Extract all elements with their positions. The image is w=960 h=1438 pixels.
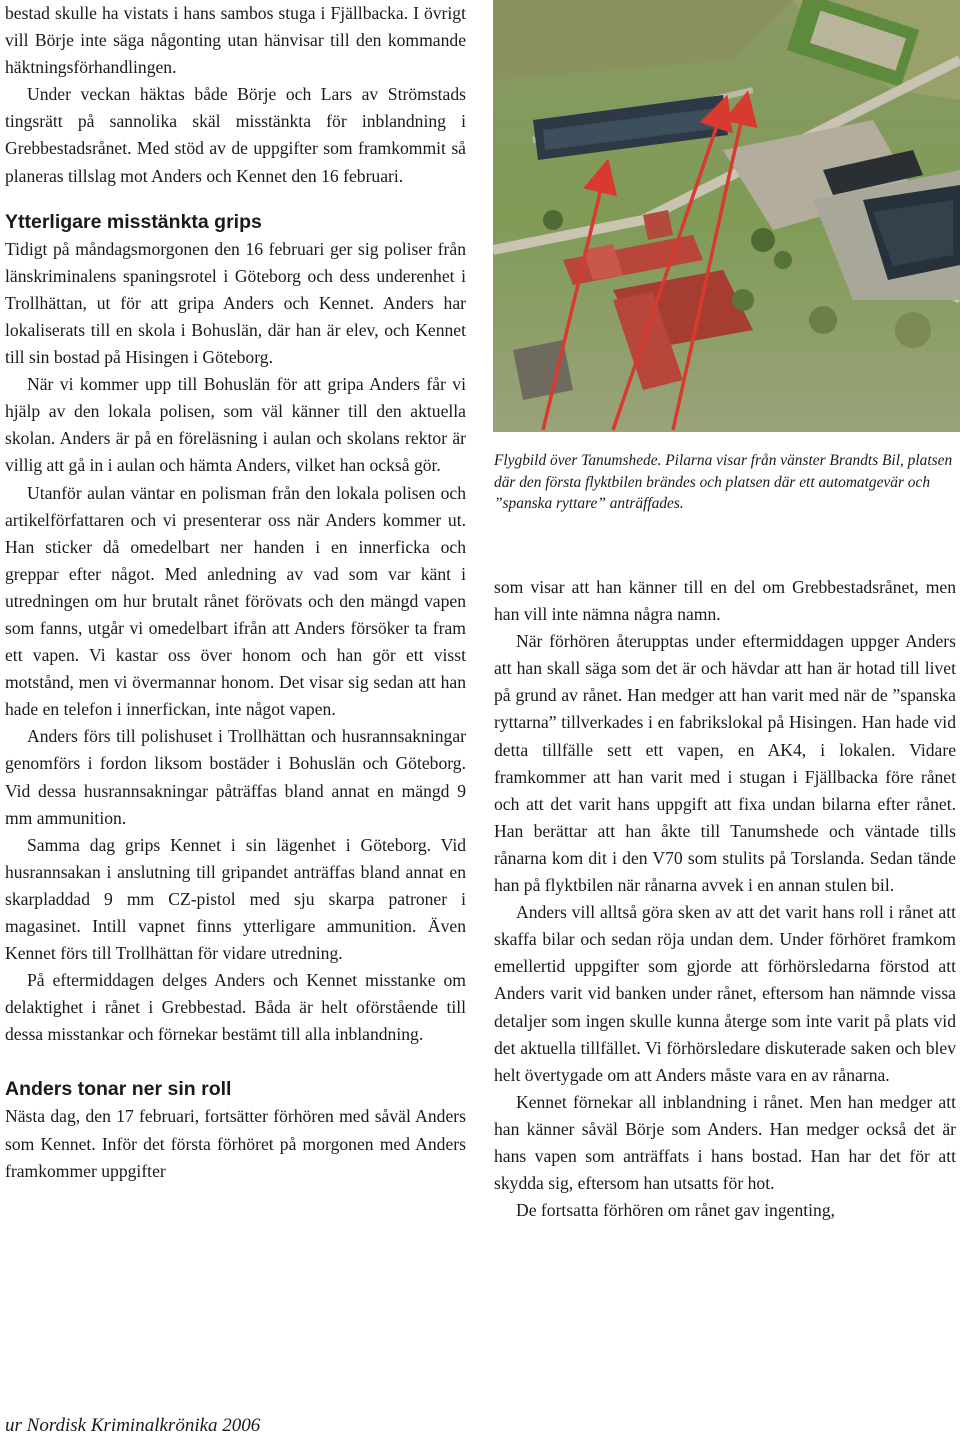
publication-footer: ur Nordisk Kriminalkrönika 2006: [5, 1415, 261, 1436]
right-paragraph-1: som visar att han känner till en del om Grebbestadsrånet, men han vill inte nämna några namn.: [494, 577, 956, 625]
intro-paragraph-1: bestad skulle ha vistats i hans sambos stuga i Fjällbacka. I övrigt vill Börje inte säga någonting utan hänvisar till den kommande häktningsförhandlingen.: [5, 3, 466, 78]
section1-paragraph-1: Tidigt på måndagsmorgonen den 16 februari ger sig poliser från länskriminalens spaningsrotel i Göteborg och dess underenhet i Trollhättan, ut för att gripa Anders och Kennet. Anders har lokaliserats till en skola i Bohuslän, där han är elev, och Kennet till sin bostad på Hisingen i Göteborg.: [5, 238, 466, 368]
aerial-photo: [493, 0, 960, 432]
right-paragraph-4: Kennet förnekar all inblandning i rånet. Men han medger att han känner såväl Börje som Anders. Han medger också det är hans vapen som anträffats i hans bostad. Han har det för att skydda sig, eftersom han utsatts för hot.: [494, 1091, 956, 1194]
intro-paragraph-2: Under veckan häktas både Börje och Lars av Strömstads tingsrätt på sannolika skäl misstänkta för inblandning i Grebbestadsrånet. Med stöd av de uppgifter som framkommit så planeras tillslag mot Anders och Kennet den 16 februari.: [5, 84, 466, 186]
section1-paragraph-3: Utanför aulan väntar en polisman från den lokala polisen och artikelförfattaren och vi presenterar oss när Anders kommer ut. Han sticker då omedelbart ner handen i en innerficka och greppar efter något. Med anledning av vad som var känt i utredningen om hur brutalt rånet förövats och den mängd vapen som fanns, utgår vi omedelbart ifrån att Anders försöker ta fram ett vapen. Vi kastar oss över honom och han gör ett visst motstånd, men vi övermannar honom. Det visar sig sedan att han hade en telefon i innerfickan, inte något vapen.: [5, 482, 466, 720]
aerial-photo-illustration: [493, 0, 960, 432]
section2-paragraph-1: Nästa dag, den 17 februari, fortsätter förhören med såväl Anders som Kennet. Inför det första förhöret på morgonen med Anders framkommer uppgifter: [5, 1106, 466, 1181]
right-column: [494, 574, 956, 1224]
section1-paragraph-5: Samma dag grips Kennet i sin lägenhet i Göteborg. Vid husrannsakan i anslutning till gripandet anträffas bland annat en skarpladdad 9 mm CZ-pistol med sju skarpa patroner i magasinet. Intill vapnet finns ytterligare ammunition. Även Kennet förs till Trollhättan för vidare utredning.: [5, 834, 466, 964]
photo-caption: Flygbild över Tanumshede. Pilarna visar från vänster Brandts Bil, platsen där den första flyktbilen brändes och platsen där ett automatgevär och ”spanska ryttare” anträffades.: [494, 452, 953, 512]
left-column: [5, 0, 466, 1185]
right-paragraph-5: De fortsatta förhören om rånet gav ingenting,: [516, 1200, 836, 1221]
section-heading-anders: Anders tonar ner sin roll: [5, 1078, 232, 1101]
section1-paragraph-2: När vi kommer upp till Bohuslän för att gripa Anders får vi hjälp av den lokala polisen, som väl känner till den aktuella skolan. Anders är på en föreläsning i aulan och skolans rektor är villig att gå in i aulan och hämta Anders, vilket han också gör.: [5, 374, 466, 476]
right-paragraph-3: Anders vill alltså göra sken av att det varit hans roll i rånet att skaffa bilar och sedan röja undan dem. Under förhöret framkom emellertid uppgifter som gjorde att förhörsledarna förstod att Anders varit vid banken under rånet, eftersom han nämnde vissa detaljer som ingen skulle kunna återge som inte varit på plats vid det aktuella tillfället. Vi förhörsledare diskuterade saken och blev helt övertygade om att Anders måste vara en av rånarna.: [494, 902, 956, 1085]
section1-paragraph-6: På eftermiddagen delges Anders och Kennet misstanke om delaktighet i rånet i Grebbestad. Båda är helt oförstående till dessa misstankar och förnekar bestämt till alla inblandning.: [5, 970, 466, 1045]
right-paragraph-2: När förhören återupptas under eftermiddagen uppger Anders att han skall säga som det är och hävdar att han är hotad till livet på grund av rånet. Han medger att han varit med när de ”spanska ryttarna” tillverkades i en fabrikslokal på Hisingen. Han hade vid detta tillfälle sett ett vapen, en AK4, i lokalen. Vidare framkommer att han varit med i stugan i Fjällbacka före rånet och att det varit hans uppgift att fixa undan bilarna efter rånet. Han berättar att han åkte till Tanumshede och väntade tills rånarna kom dit i den V70 som stulits på Torslanda. Sedan tände han på flyktbilen när rånarna avvek i en annan stulen bil.: [494, 631, 956, 896]
section-heading-ytterligare: Ytterligare misstänkta grips: [5, 210, 262, 233]
section1-paragraph-4: Anders förs till polishuset i Trollhättan och husrannsakningar genomförs i fordon liksom bostäder i Bohuslän och Göteborg. Vid dessa husrannsakningar påträffas bland annat en mängd 9 mm ammunition.: [5, 726, 466, 828]
